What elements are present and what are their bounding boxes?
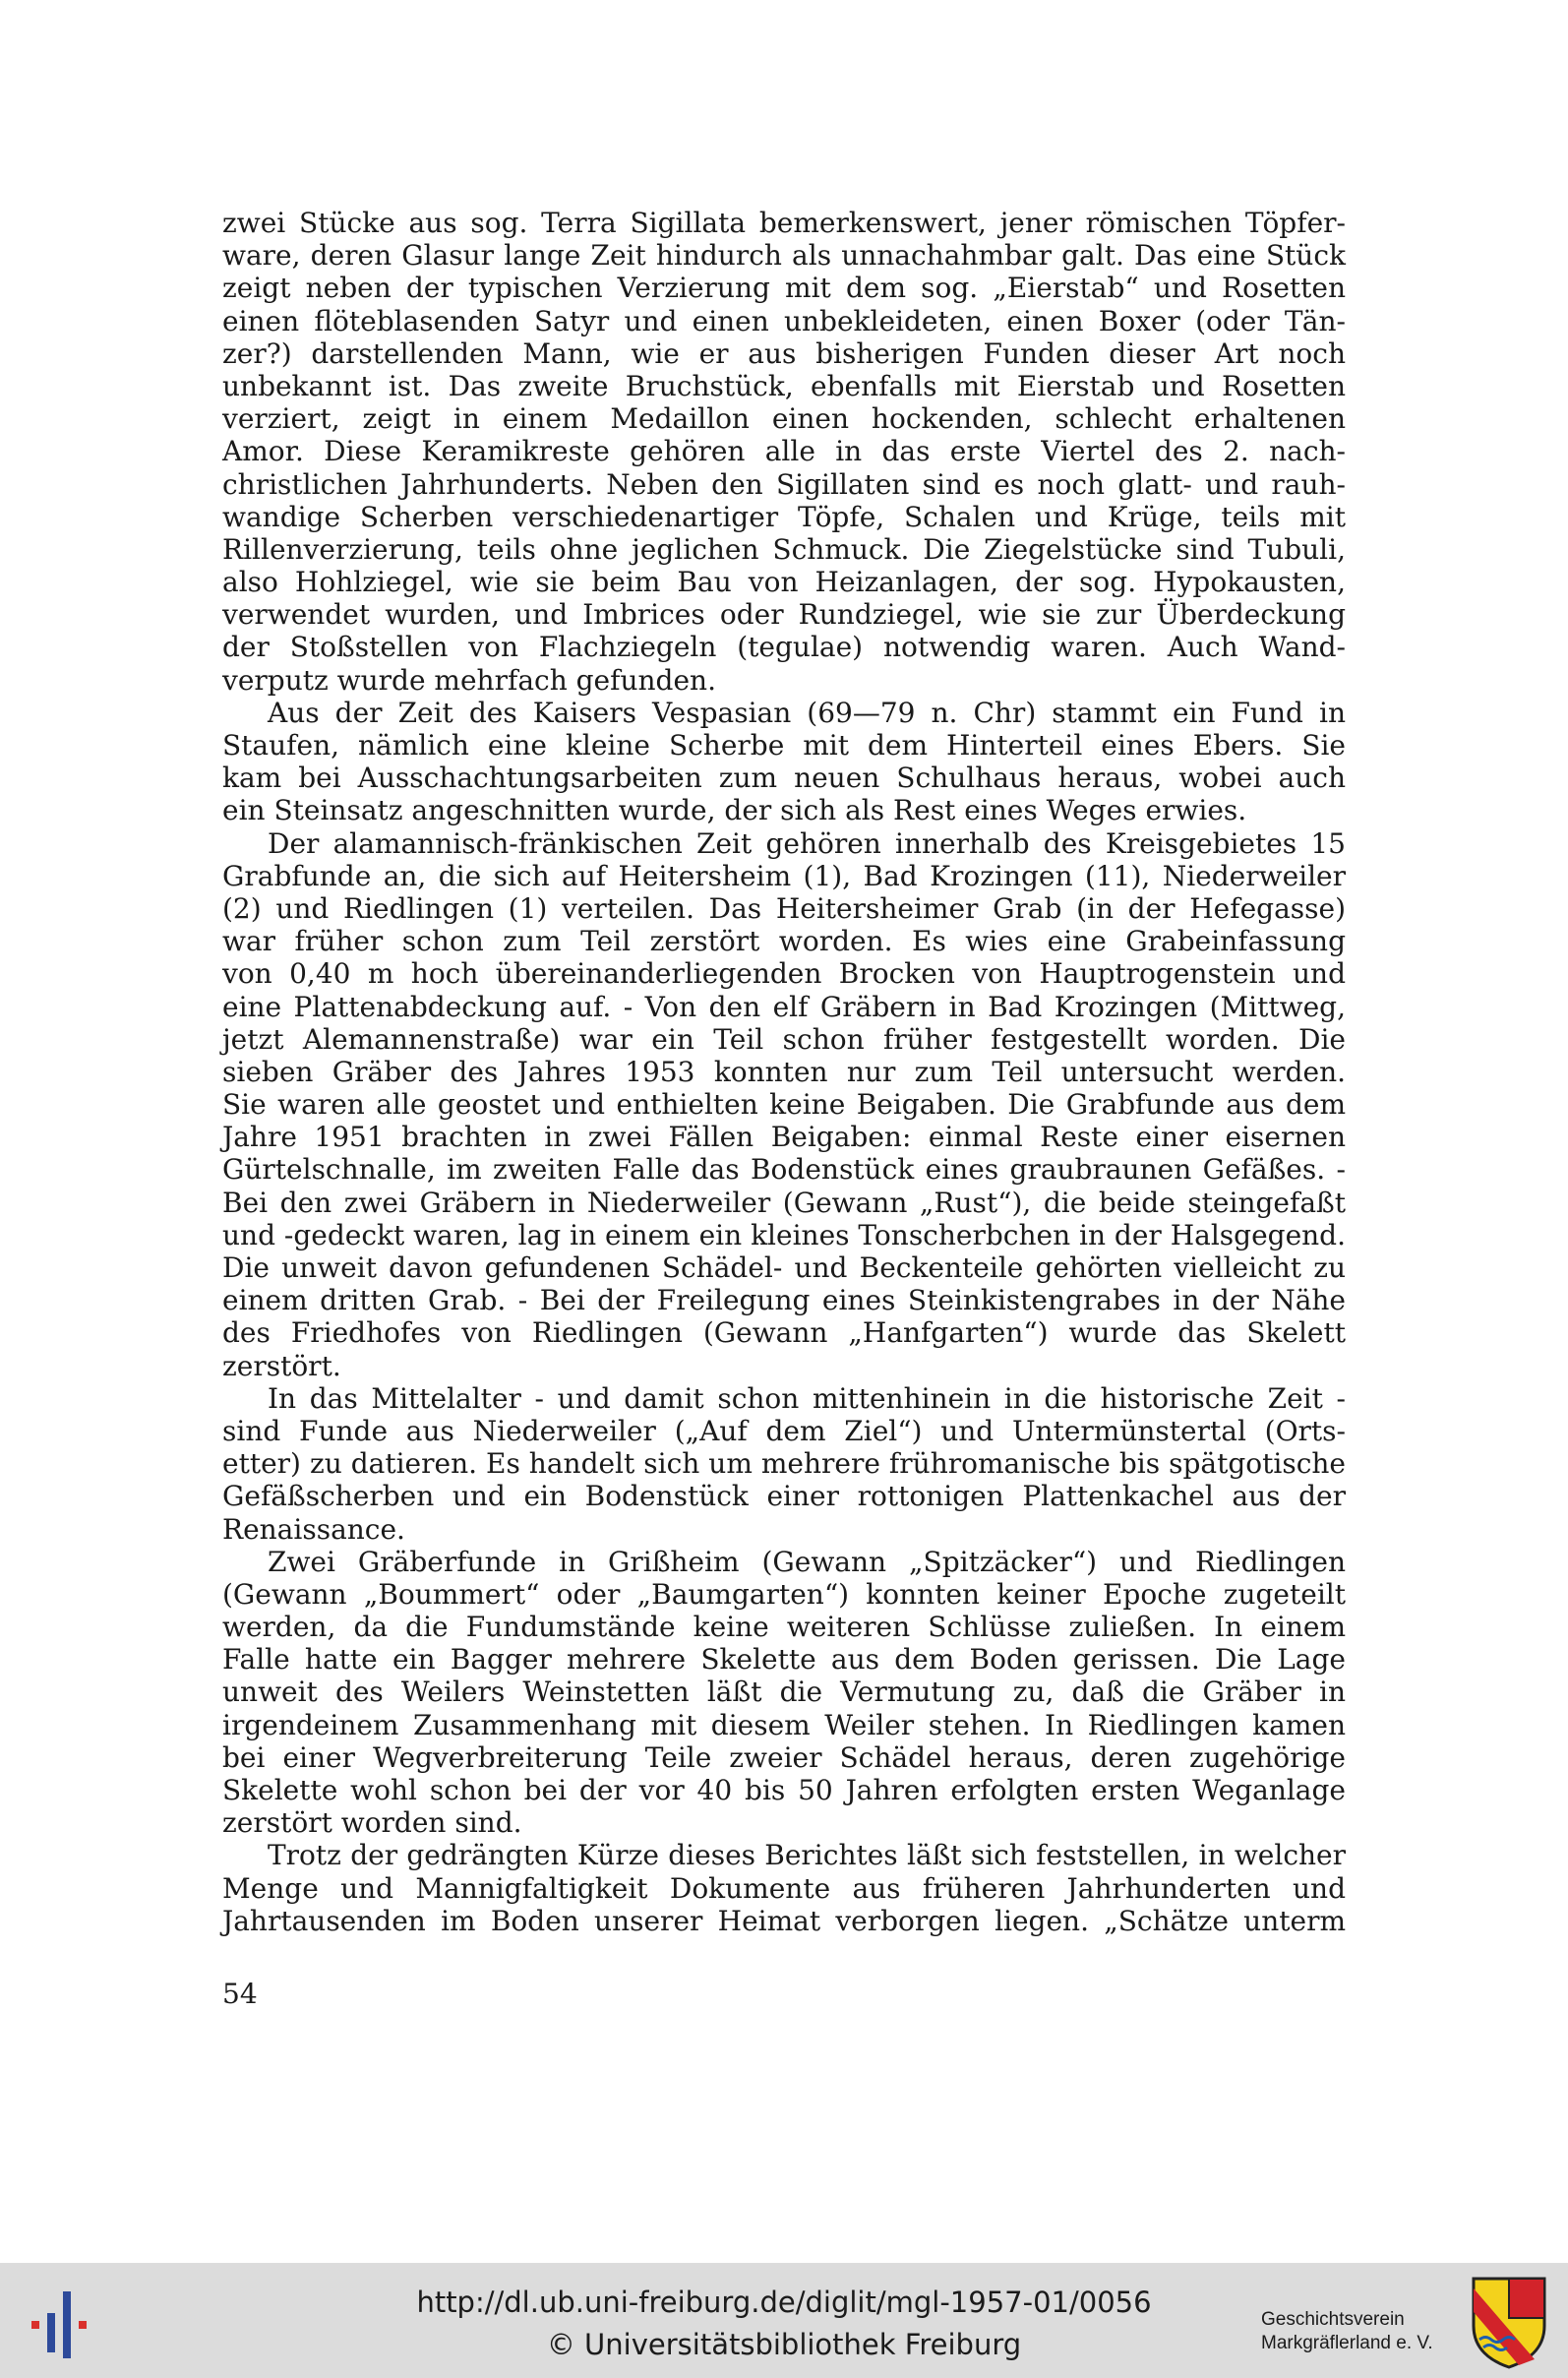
text-line: verwendet wurden, und Imbrices oder Rundziegel, wie sie zur Überdeckung xyxy=(222,598,1346,632)
text-line: (Gewann „Boummert“ oder „Baumgarten“) konnten keiner Epoche zugeteilt xyxy=(222,1577,1346,1611)
paragraph xyxy=(222,1546,1346,1840)
page-number: 54 xyxy=(222,1978,258,2010)
text-line: In das Mittelalter - und damit schon mittenhinein in die historische Zeit - xyxy=(268,1381,1346,1415)
text-line: zwei Stücke aus sog. Terra Sigillata bemerkenswert, jener römischen Töpfer- xyxy=(222,207,1346,239)
text-line: wandige Scherben verschiedenartiger Töpfe, Schalen und Krüge, teils mit xyxy=(222,500,1346,533)
text-line: Menge und Mannigfaltigkeit Dokumente aus früheren Jahrhunderten und xyxy=(222,1871,1346,1905)
text-line: Die unweit davon gefundenen Schädel- und Beckenteile gehörten vielleicht zu xyxy=(222,1251,1346,1284)
society-name[interactable] xyxy=(1261,2308,1454,2355)
text-line: zeigt neben der typischen Verzierung mit dem sog. „Eierstab“ und Rosetten xyxy=(222,272,1346,305)
paragraph xyxy=(222,827,1346,1382)
text-line: des Friedhofes von Riedlingen (Gewann „Hanfgarten“) wurde das Skelett xyxy=(222,1316,1346,1350)
text-line: eine Plattenabdeckung auf. - Von den elf Gräbern in Bad Krozingen (Mittweg, xyxy=(222,990,1346,1023)
crest-quarter xyxy=(1509,2279,1544,2318)
text-line: Trotz der gedrängten Kürze dieses Berichtes läßt sich feststellen, in welcher xyxy=(268,1839,1346,1872)
text-line: Sie waren alle geostet und enthielten keine Beigaben. Die Grabfunde aus dem xyxy=(222,1088,1346,1122)
text-line: Rillenverzierung, teils ohne jeglichen Schmuck. Die Ziegelstücke sind Tubuli, xyxy=(222,532,1346,566)
text-line: (2) und Riedlingen (1) verteilen. Das Heitersheimer Grab (in der Hefegasse) xyxy=(222,891,1346,925)
text-line: der Stoßstellen von Flachziegeln (tegulae) notwendig waren. Auch Wand- xyxy=(222,631,1346,664)
text-line: Amor. Diese Keramikreste gehören alle in das erste Viertel des 2. nach- xyxy=(222,435,1346,468)
text-line: Aus der Zeit des Kaisers Vespasian (69—79 n. Chr) stammt ein Fund in xyxy=(268,696,1346,729)
text-line: ein Steinsatz angeschnitten wurde, der sich als Rest eines Weges erwies. xyxy=(222,794,1247,827)
text-line: Renaissance. xyxy=(222,1512,405,1546)
permalink-url[interactable]: http://dl.ub.uni-freiburg.de/diglit/mgl-1957-01/0056 xyxy=(416,2286,1152,2319)
text-line: Gürtelschnalle, im zweiten Falle das Bodenstück eines graubraunen Gefäßes. - xyxy=(222,1153,1346,1187)
body-text xyxy=(222,207,1346,1937)
text-line: und -gedeckt waren, lag in einem ein kleines Tonscherbchen in der Halsgegend. xyxy=(222,1218,1346,1251)
text-line: Bei den zwei Gräbern in Niederweiler (Gewann „Rust“), die beide steingefaßt xyxy=(222,1186,1346,1219)
society-line-1: Geschichtsverein xyxy=(1261,2309,1405,2330)
text-line: christlichen Jahrhunderts. Neben den Sigillaten sind es noch glatt- und rauh- xyxy=(222,467,1346,501)
text-line: unweit des Weilers Weinstetten läßt die Vermutung zu, daß die Gräber in xyxy=(222,1676,1346,1709)
copyright-notice: © Universitätsbibliothek Freiburg xyxy=(546,2328,1022,2361)
text-line: sieben Gräber des Jahres 1953 konnten nur zum Teil untersucht werden. xyxy=(222,1055,1346,1088)
text-line: ware, deren Glasur lange Zeit hindurch als unnachahmbar galt. Das eine Stück xyxy=(222,239,1346,273)
text-line: etter) zu datieren. Es handelt sich um mehrere frühromanische bis spätgotische xyxy=(222,1447,1346,1481)
text-line: werden, da die Fundumstände keine weiteren Schlüsse zuließen. In einem xyxy=(222,1611,1346,1644)
paragraph xyxy=(222,1839,1346,1937)
paragraph xyxy=(222,207,1346,697)
text-line: einen flöteblasenden Satyr und einen unbekleideten, einen Boxer (oder Tän- xyxy=(222,304,1346,337)
society-line-2: Markgräflerland e. V. xyxy=(1261,2333,1433,2353)
text-line: also Hohlziegel, wie sie beim Bau von Heizanlagen, der sog. Hypokausten, xyxy=(222,566,1346,599)
text-line: Jahre 1951 brachten in zwei Fällen Beigaben: einmal Reste einer eisernen xyxy=(222,1121,1346,1154)
text-line: jetzt Alemannenstraße) war ein Teil schon früher festgestellt worden. Die xyxy=(222,1022,1346,1056)
text-line: zer?) darstellenden Mann, wie er aus bisherigen Funden dieser Art noch xyxy=(222,336,1346,370)
text-line: Zwei Gräberfunde in Grißheim (Gewann „Spitzäcker“) und Riedlingen xyxy=(268,1545,1346,1578)
text-line: irgendeinem Zusammenhang mit diesem Weiler stehen. In Riedlingen kamen xyxy=(222,1708,1346,1741)
text-line: sind Funde aus Niederweiler („Auf dem Ziel“) und Untermünstertal (Orts- xyxy=(222,1414,1346,1447)
text-line: war früher schon zum Teil zerstört worden. Es wies eine Grabeinfassung xyxy=(222,925,1346,958)
text-line: verziert, zeigt in einem Medaillon einen hockenden, schlecht erhaltenen xyxy=(222,402,1346,436)
text-line: bei einer Wegverbreiterung Teile zweier Schädel heraus, deren zugehörige xyxy=(222,1740,1346,1774)
text-line: zerstört worden sind. xyxy=(222,1806,522,1840)
text-line: einem dritten Grab. - Bei der Freilegung eines Steinkistengrabes in der Nähe xyxy=(222,1284,1346,1317)
text-line: Gefäßscherben und ein Bodenstück einer rottonigen Plattenkachel aus der xyxy=(222,1480,1346,1513)
paragraph xyxy=(222,1382,1346,1546)
text-line: Staufen, nämlich eine kleine Scherbe mit dem Hinterteil eines Ebers. Sie xyxy=(222,729,1346,762)
text-line: Falle hatte ein Bagger mehrere Skelette aus dem Boden gerissen. Die Lage xyxy=(222,1643,1346,1677)
text-line: unbekannt ist. Das zweite Bruchstück, ebenfalls mit Eierstab und Rosetten xyxy=(222,369,1346,402)
paragraph xyxy=(222,697,1346,827)
text-line: zerstört. xyxy=(222,1349,341,1382)
text-line: von 0,40 m hoch übereinanderliegenden Brocken von Hauptrogenstein und xyxy=(222,957,1346,991)
text-line: Der alamannisch-fränkischen Zeit gehören innerhalb des Kreisgebietes 15 xyxy=(268,826,1346,860)
text-line: Grabfunde an, die sich auf Heitersheim (1), Bad Krozingen (11), Niederweiler xyxy=(222,859,1346,892)
text-line: kam bei Ausschachtungsarbeiten zum neuen Schulhaus heraus, wobei auch xyxy=(222,762,1346,795)
society-crest-icon[interactable] xyxy=(1470,2275,1548,2369)
text-line: verputz wurde mehrfach gefunden. xyxy=(222,663,716,697)
text-line: Jahrtausenden im Boden unserer Heimat verborgen liegen. „Schätze unterm xyxy=(222,1904,1346,1937)
text-line: Skelette wohl schon bei der vor 40 bis 50 Jahren erfolgten ersten Weganlage xyxy=(222,1774,1346,1806)
